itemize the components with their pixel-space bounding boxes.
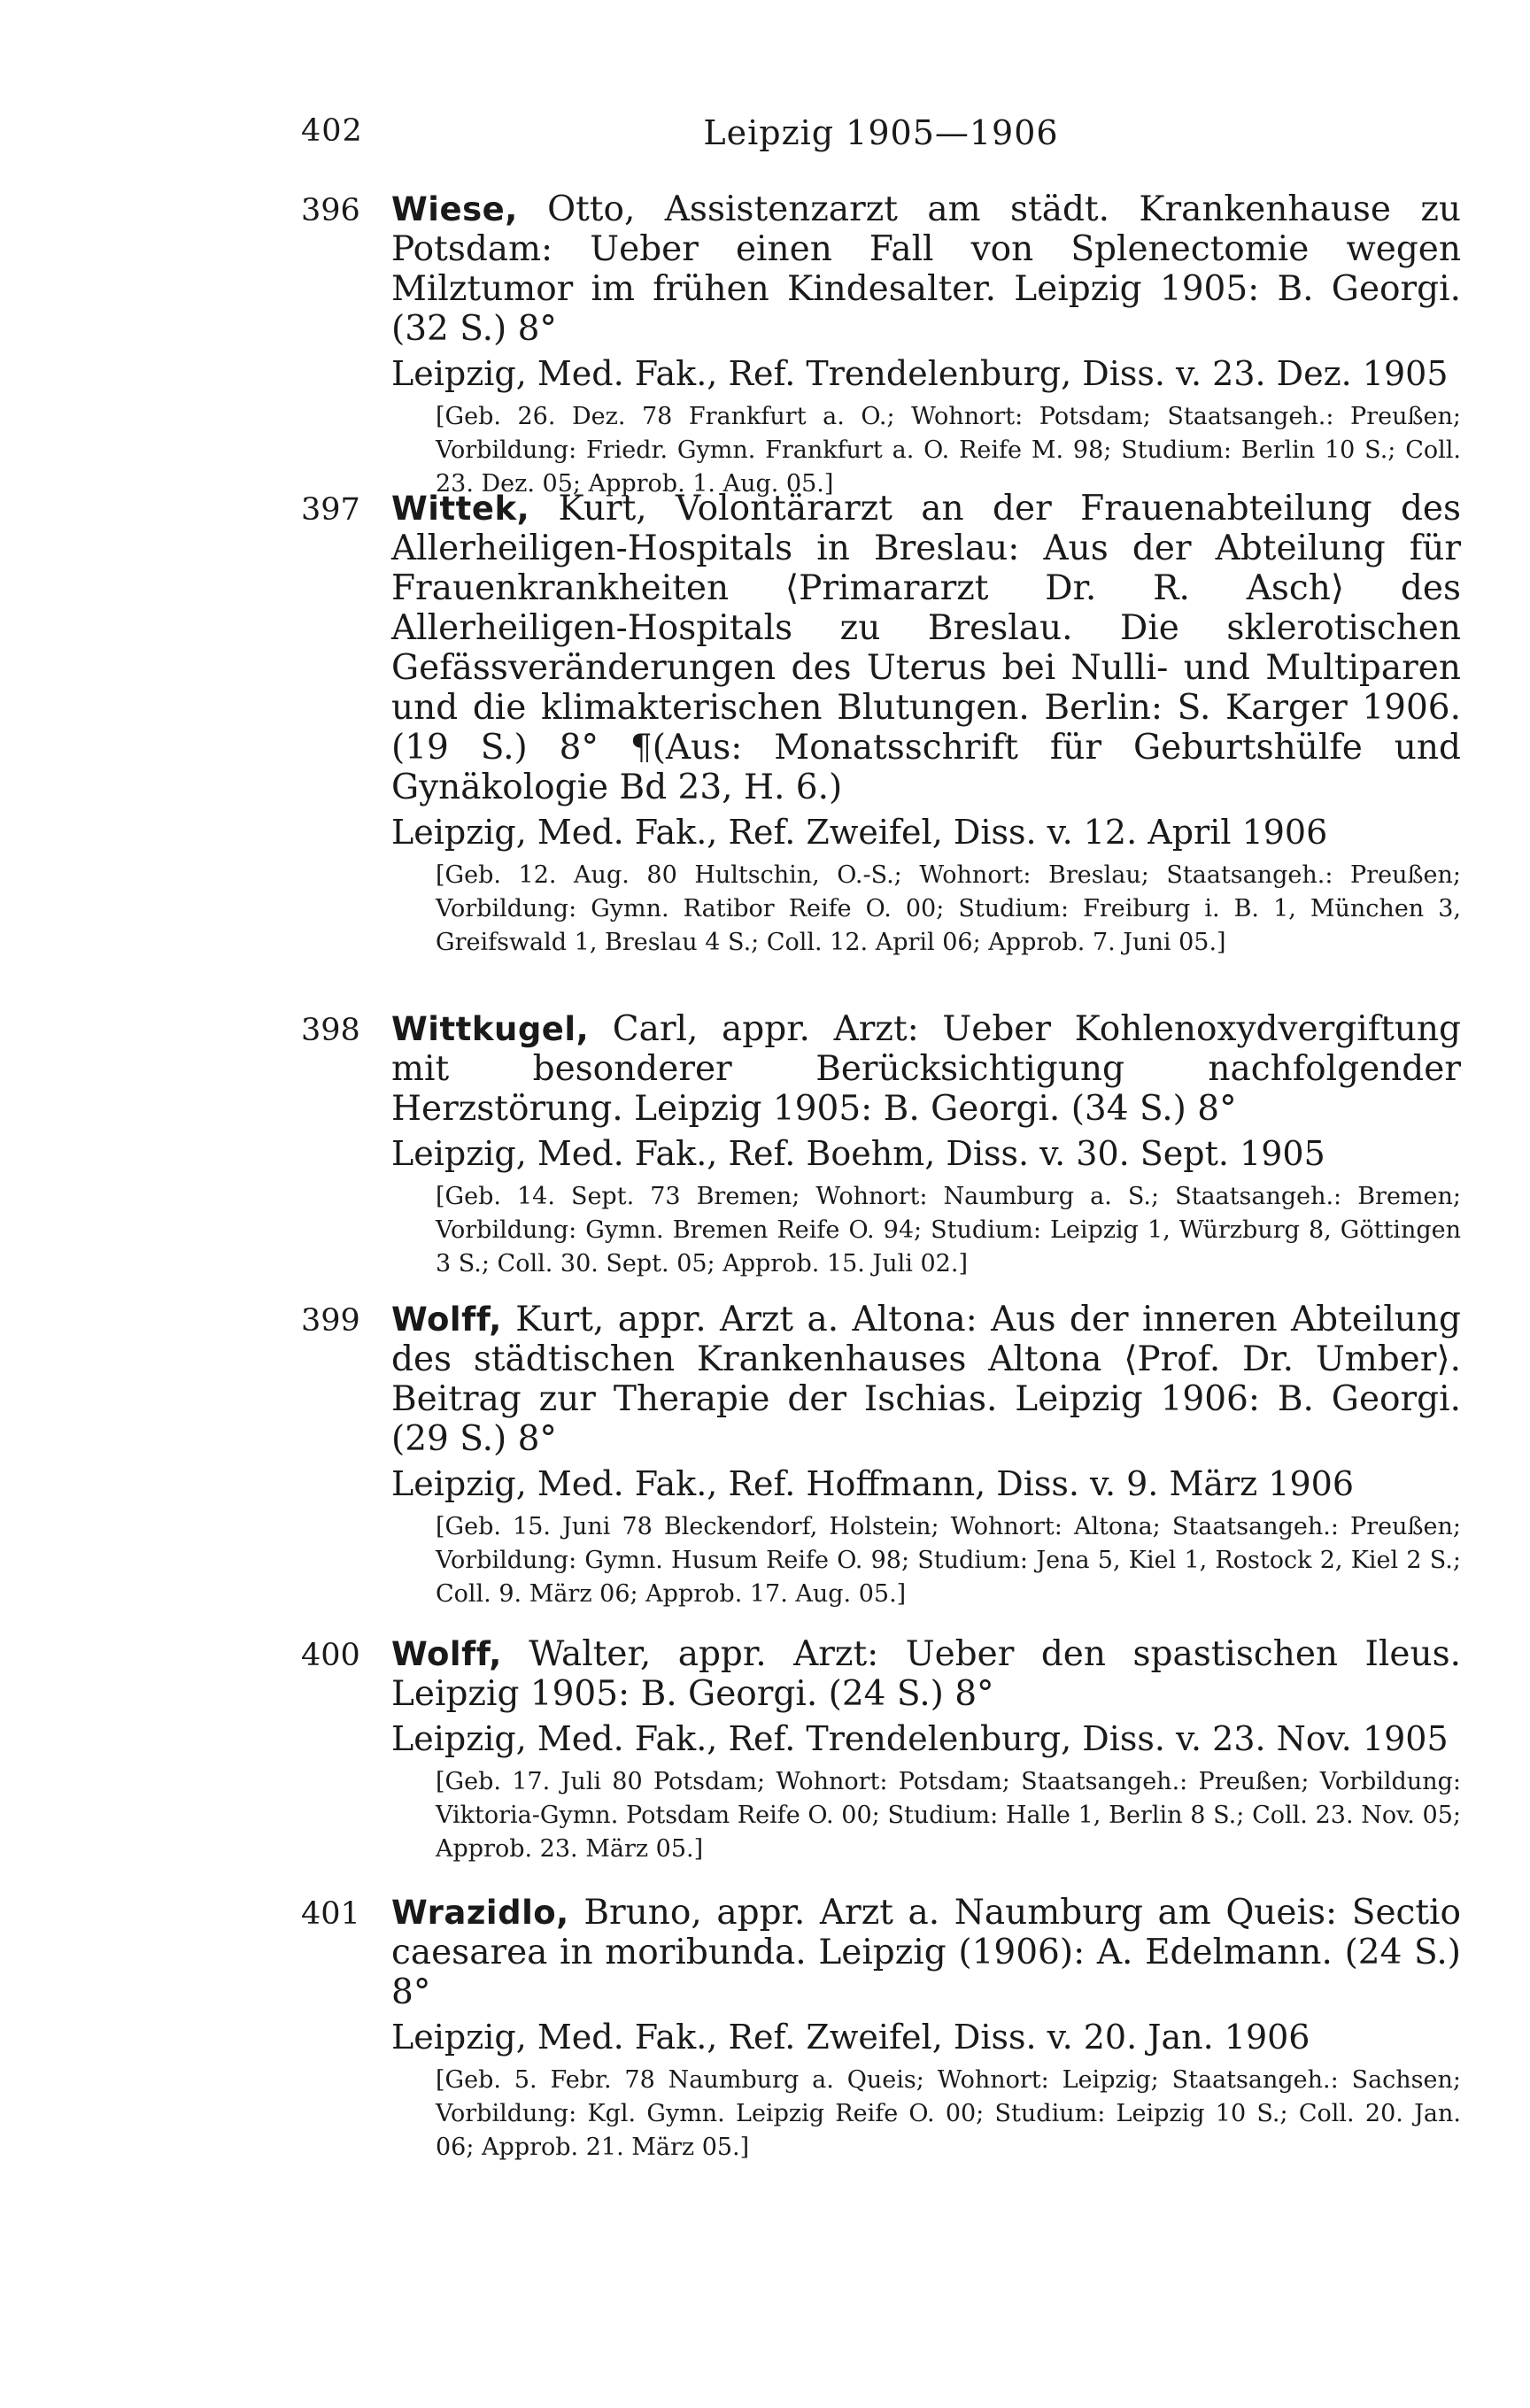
entry-title	[391, 1300, 1461, 1459]
entry-title-text: Kurt, Volontärarzt an der Frauenabteilung des Allerheiligen-Hospitals in Breslau: Aus der Abteilung für Frauenkrankheiten ⟨Primararzt Dr. R. Asch⟩ des Allerheiligen-Hospitals zu Breslau. Die sklerotischen Gefässveränderungen des Uterus bei Nulli- und Multiparen und die klimakterischen Blutungen. Berlin: S. Karger 1906. (19 S.) 8° ¶(Aus: Monatsschrift für Geburtshülfe und Gynäkologie Bd 23, H. 6.)	[391, 489, 1461, 807]
entry-dissertation: Leipzig, Med. Fak., Ref. Trendelenburg, Diss. v. 23. Dez. 1905	[391, 354, 1449, 393]
entry-author: Wolff,	[391, 1300, 502, 1339]
entry-number: 397	[301, 492, 360, 528]
entry-number: 398	[301, 1013, 360, 1048]
entry-title-text: Otto, Assistenzarzt am städt. Krankenhause zu Potsdam: Ueber einen Fall von Splenectomie wegen Milztumor im frühen Kindesalter. Leipzig 1905: B. Georgi. (32 S.) 8°	[391, 189, 1461, 349]
entry-author: Wiese,	[391, 190, 518, 228]
entry-title-text: Kurt, appr. Arzt a. Altona: Aus der inneren Abteilung des städtischen Krankenhauses Altona ⟨Prof. Dr. Umber⟩. Beitrag zur Therapie der Ischias. Leipzig 1906: B. Georgi. (29 S.) 8°	[391, 1300, 1461, 1459]
entry-dissertation: Leipzig, Med. Fak., Ref. Trendelenburg, Diss. v. 23. Nov. 1905	[391, 1719, 1449, 1758]
entry-author: Wittkugel,	[391, 1010, 590, 1048]
entry-author: Wolff,	[391, 1635, 502, 1673]
page-header	[301, 113, 1461, 156]
entry-title-text: Walter, appr. Arzt: Ueber den spastischen Ileus. Leipzig 1905: B. Georgi. (24 S.) 8°	[391, 1634, 1461, 1714]
entry-title	[391, 189, 1461, 349]
entry-body	[391, 1300, 1461, 1611]
entry-bio: [Geb. 15. Juni 78 Bleckendorf, Holstein; Wohnort: Altona; Staatsangeh.: Preußen; Vorbildung: Gymn. Husum Reife O. 98; Studium: Jena 5, Kiel 1, Rostock 2, Kiel 2 S.; Coll. 9. März 06; Approb. 17. Aug. 05.]	[436, 1513, 1461, 1608]
entry-body	[391, 1634, 1461, 1866]
running-head: Leipzig 1905—1906	[703, 113, 1059, 152]
entry-title-text: Bruno, appr. Arzt a. Naumburg am Queis: Sectio caesarea in moribunda. Leipzig (1906): A. Edelmann. (24 S.) 8°	[391, 1893, 1461, 2012]
entry-bio: [Geb. 14. Sept. 73 Bremen; Wohnort: Naumburg a. S.; Staatsangeh.: Bremen; Vorbildung: Gymn. Bremen Reife O. 94; Studium: Leipzig 1, Würzburg 8, Göttingen 3 S.; Coll. 30. Sept. 05; Approb. 15. Juli 02.]	[436, 1183, 1461, 1277]
entry-dissertation: Leipzig, Med. Fak., Ref. Boehm, Diss. v. 30. Sept. 1905	[391, 1134, 1325, 1173]
entry-body	[391, 489, 1461, 960]
entry-body	[391, 1009, 1461, 1281]
entry-author: Wittek,	[391, 490, 530, 528]
entry-title-text: Carl, appr. Arzt: Ueber Kohlenoxydvergiftung mit besonderer Berücksichtigung nachfolgender Herzstörung. Leipzig 1905: B. Georgi. (34 S.) 8°	[391, 1009, 1461, 1129]
entry-bio: [Geb. 5. Febr. 78 Naumburg a. Queis; Wohnort: Leipzig; Staatsangeh.: Sachsen; Vorbildung: Kgl. Gymn. Leipzig Reife O. 00; Studium: Leipzig 10 S.; Coll. 20. Jan. 06; Approb. 21. März 05.]	[436, 2066, 1461, 2161]
entry-bio: [Geb. 17. Juli 80 Potsdam; Wohnort: Potsdam; Staatsangeh.: Preußen; Vorbildung: Viktoria-Gymn. Potsdam Reife O. 00; Studium: Halle 1, Berlin 8 S.; Coll. 23. Nov. 05; Approb. 23. März 05.]	[436, 1768, 1461, 1863]
entry-number: 401	[301, 1896, 360, 1932]
entry-bio: [Geb. 12. Aug. 80 Hultschin, O.-S.; Wohnort: Breslau; Staatsangeh.: Preußen; Vorbildung: Gymn. Ratibor Reife O. 00; Studium: Freiburg i. B. 1, München 3, Greifswald 1, Breslau 4 S.; Coll. 12. April 06; Approb. 7. Juni 05.]	[436, 861, 1461, 956]
entry-title	[391, 1893, 1461, 2012]
entry-title	[391, 1634, 1461, 1714]
entry-number: 396	[301, 193, 360, 228]
entry-dissertation: Leipzig, Med. Fak., Ref. Zweifel, Diss. v. 12. April 1906	[391, 813, 1328, 852]
entry-title	[391, 489, 1461, 807]
page-number: 402	[301, 113, 363, 149]
entry-number: 399	[301, 1303, 360, 1339]
entry-body	[391, 189, 1461, 501]
entry-dissertation: Leipzig, Med. Fak., Ref. Hoffmann, Diss. v. 9. März 1906	[391, 1464, 1354, 1503]
entry-bio: [Geb. 26. Dez. 78 Frankfurt a. O.; Wohnort: Potsdam; Staatsangeh.: Preußen; Vorbildung: Friedr. Gymn. Frankfurt a. O. Reife M. 98; Studium: Berlin 10 S.; Coll. 23. Dez. 05; Approb. 1. Aug. 05.]	[436, 403, 1461, 498]
entry-number: 400	[301, 1638, 360, 1673]
entry-author: Wrazidlo,	[391, 1894, 569, 1932]
entry-body	[391, 1893, 1461, 2165]
entry-title	[391, 1009, 1461, 1129]
entry-dissertation: Leipzig, Med. Fak., Ref. Zweifel, Diss. v. 20. Jan. 1906	[391, 2018, 1310, 2057]
